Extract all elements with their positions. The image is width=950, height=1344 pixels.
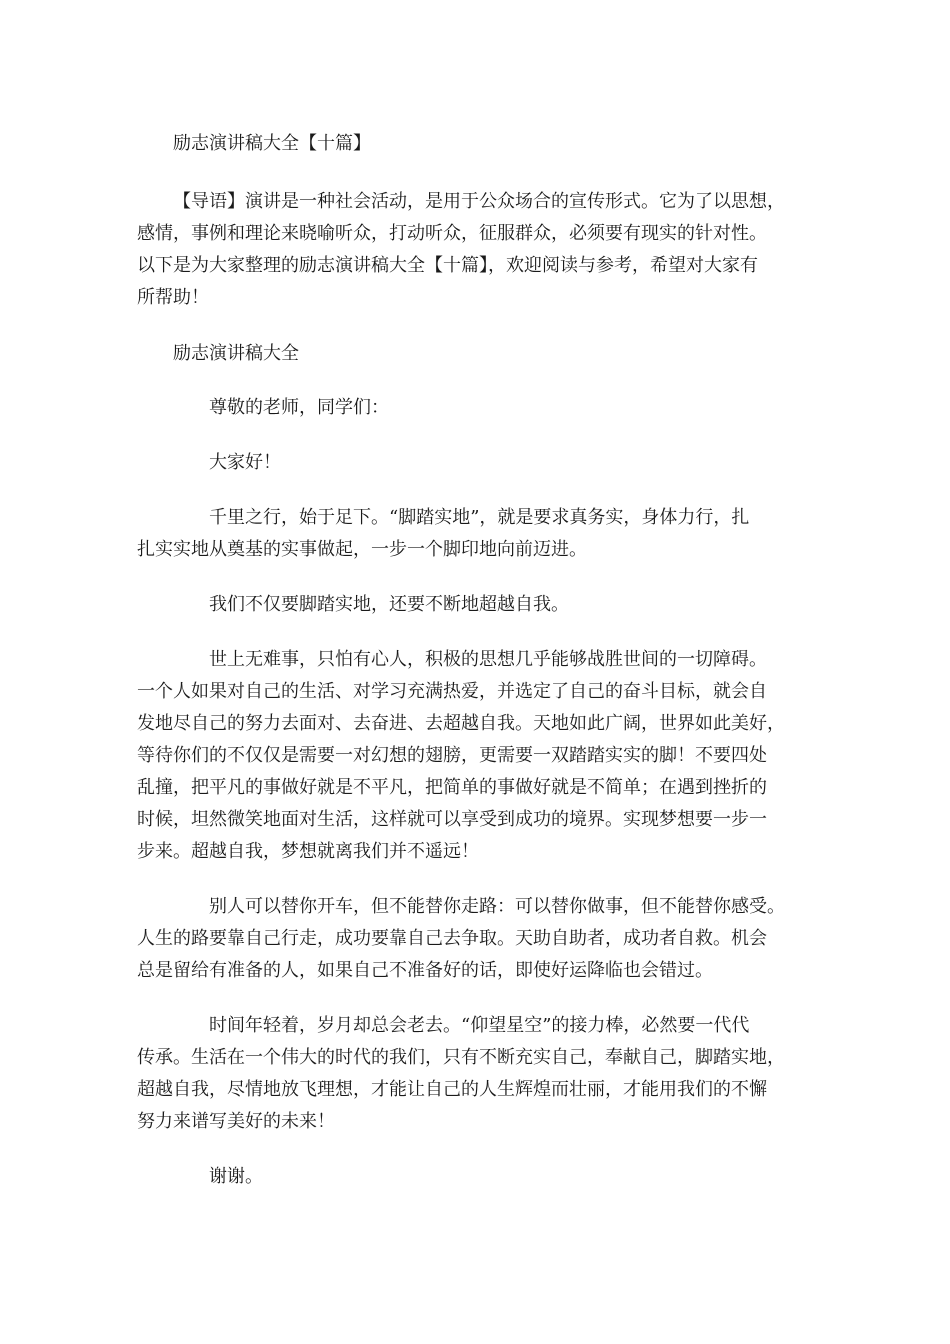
salutation: 尊敬的老师，同学们：	[209, 397, 389, 418]
body-paragraph: 别人可以替你开车，但不能替你走路：可以替你做事，但不能替你感受。 人生的路要靠自己行走，成功要靠自己去争取。天助自助者，成功者自救。机会 总是留给有准备的人，如果自己不准备好的话，即使好运降临也会错过。	[137, 896, 785, 981]
greeting: 大家好！	[209, 452, 281, 473]
body-paragraph: 我们不仅要脚踏实地，还要不断地超越自我。	[209, 594, 569, 615]
intro-paragraph: 【导语】演讲是一种社会活动，是用于公众场合的宣传形式。它为了以思想， 感情，事例和理论来晓喻听众，打动听众，征服群众，必须要有现实的针对性。 以下是为大家整理的励志演讲稿大全【十篇】，欢迎阅读与参考，希望对大家有 所帮助！	[137, 191, 785, 308]
document-title: 励志演讲稿大全【十篇】	[173, 133, 371, 154]
document-body	[137, 128, 821, 1216]
body-paragraph: 千里之行，始于足下。“脚踏实地”，就是要求真务实，身体力行，扎 扎实实地从奠基的实事做起，一步一个脚印地向前迈进。	[137, 507, 750, 560]
closing: 谢谢。	[209, 1166, 263, 1187]
body-paragraph: 时间年轻着，岁月却总会老去。“仰望星空”的接力棒，必然要一代代 传承。生活在一个伟大的时代的我们，只有不断充实自己，奉献自己，脚踏实地， 超越自我，尽情地放飞理想，才能让自己的人生辉煌而壮丽，才能用我们的不懈 努力来谱写美好的未来！	[137, 1015, 785, 1132]
body-paragraph: 世上无难事，只怕有心人，积极的思想几乎能够战胜世间的一切障碍。 一个人如果对自己的生活、对学习充满热爱，并选定了自己的奋斗目标，就会自 发地尽自己的努力去面对、去奋进、去超越自我。天地如此广阔，世界如此美好， 等待你们的不仅仅是需要一对幻想的翅膀，更需要一双踏踏实实的脚！不要四处 乱撞，把平凡的事做好就是不平凡，把简单的事做好就是不简单；在遇到挫折的 时候，坦然微笑地面对生活，这样就可以享受到成功的境界。实现梦想要一步一 步来。超越自我，梦想就离我们并不遥远！	[137, 649, 785, 862]
section-title: 励志演讲稿大全	[173, 343, 299, 364]
